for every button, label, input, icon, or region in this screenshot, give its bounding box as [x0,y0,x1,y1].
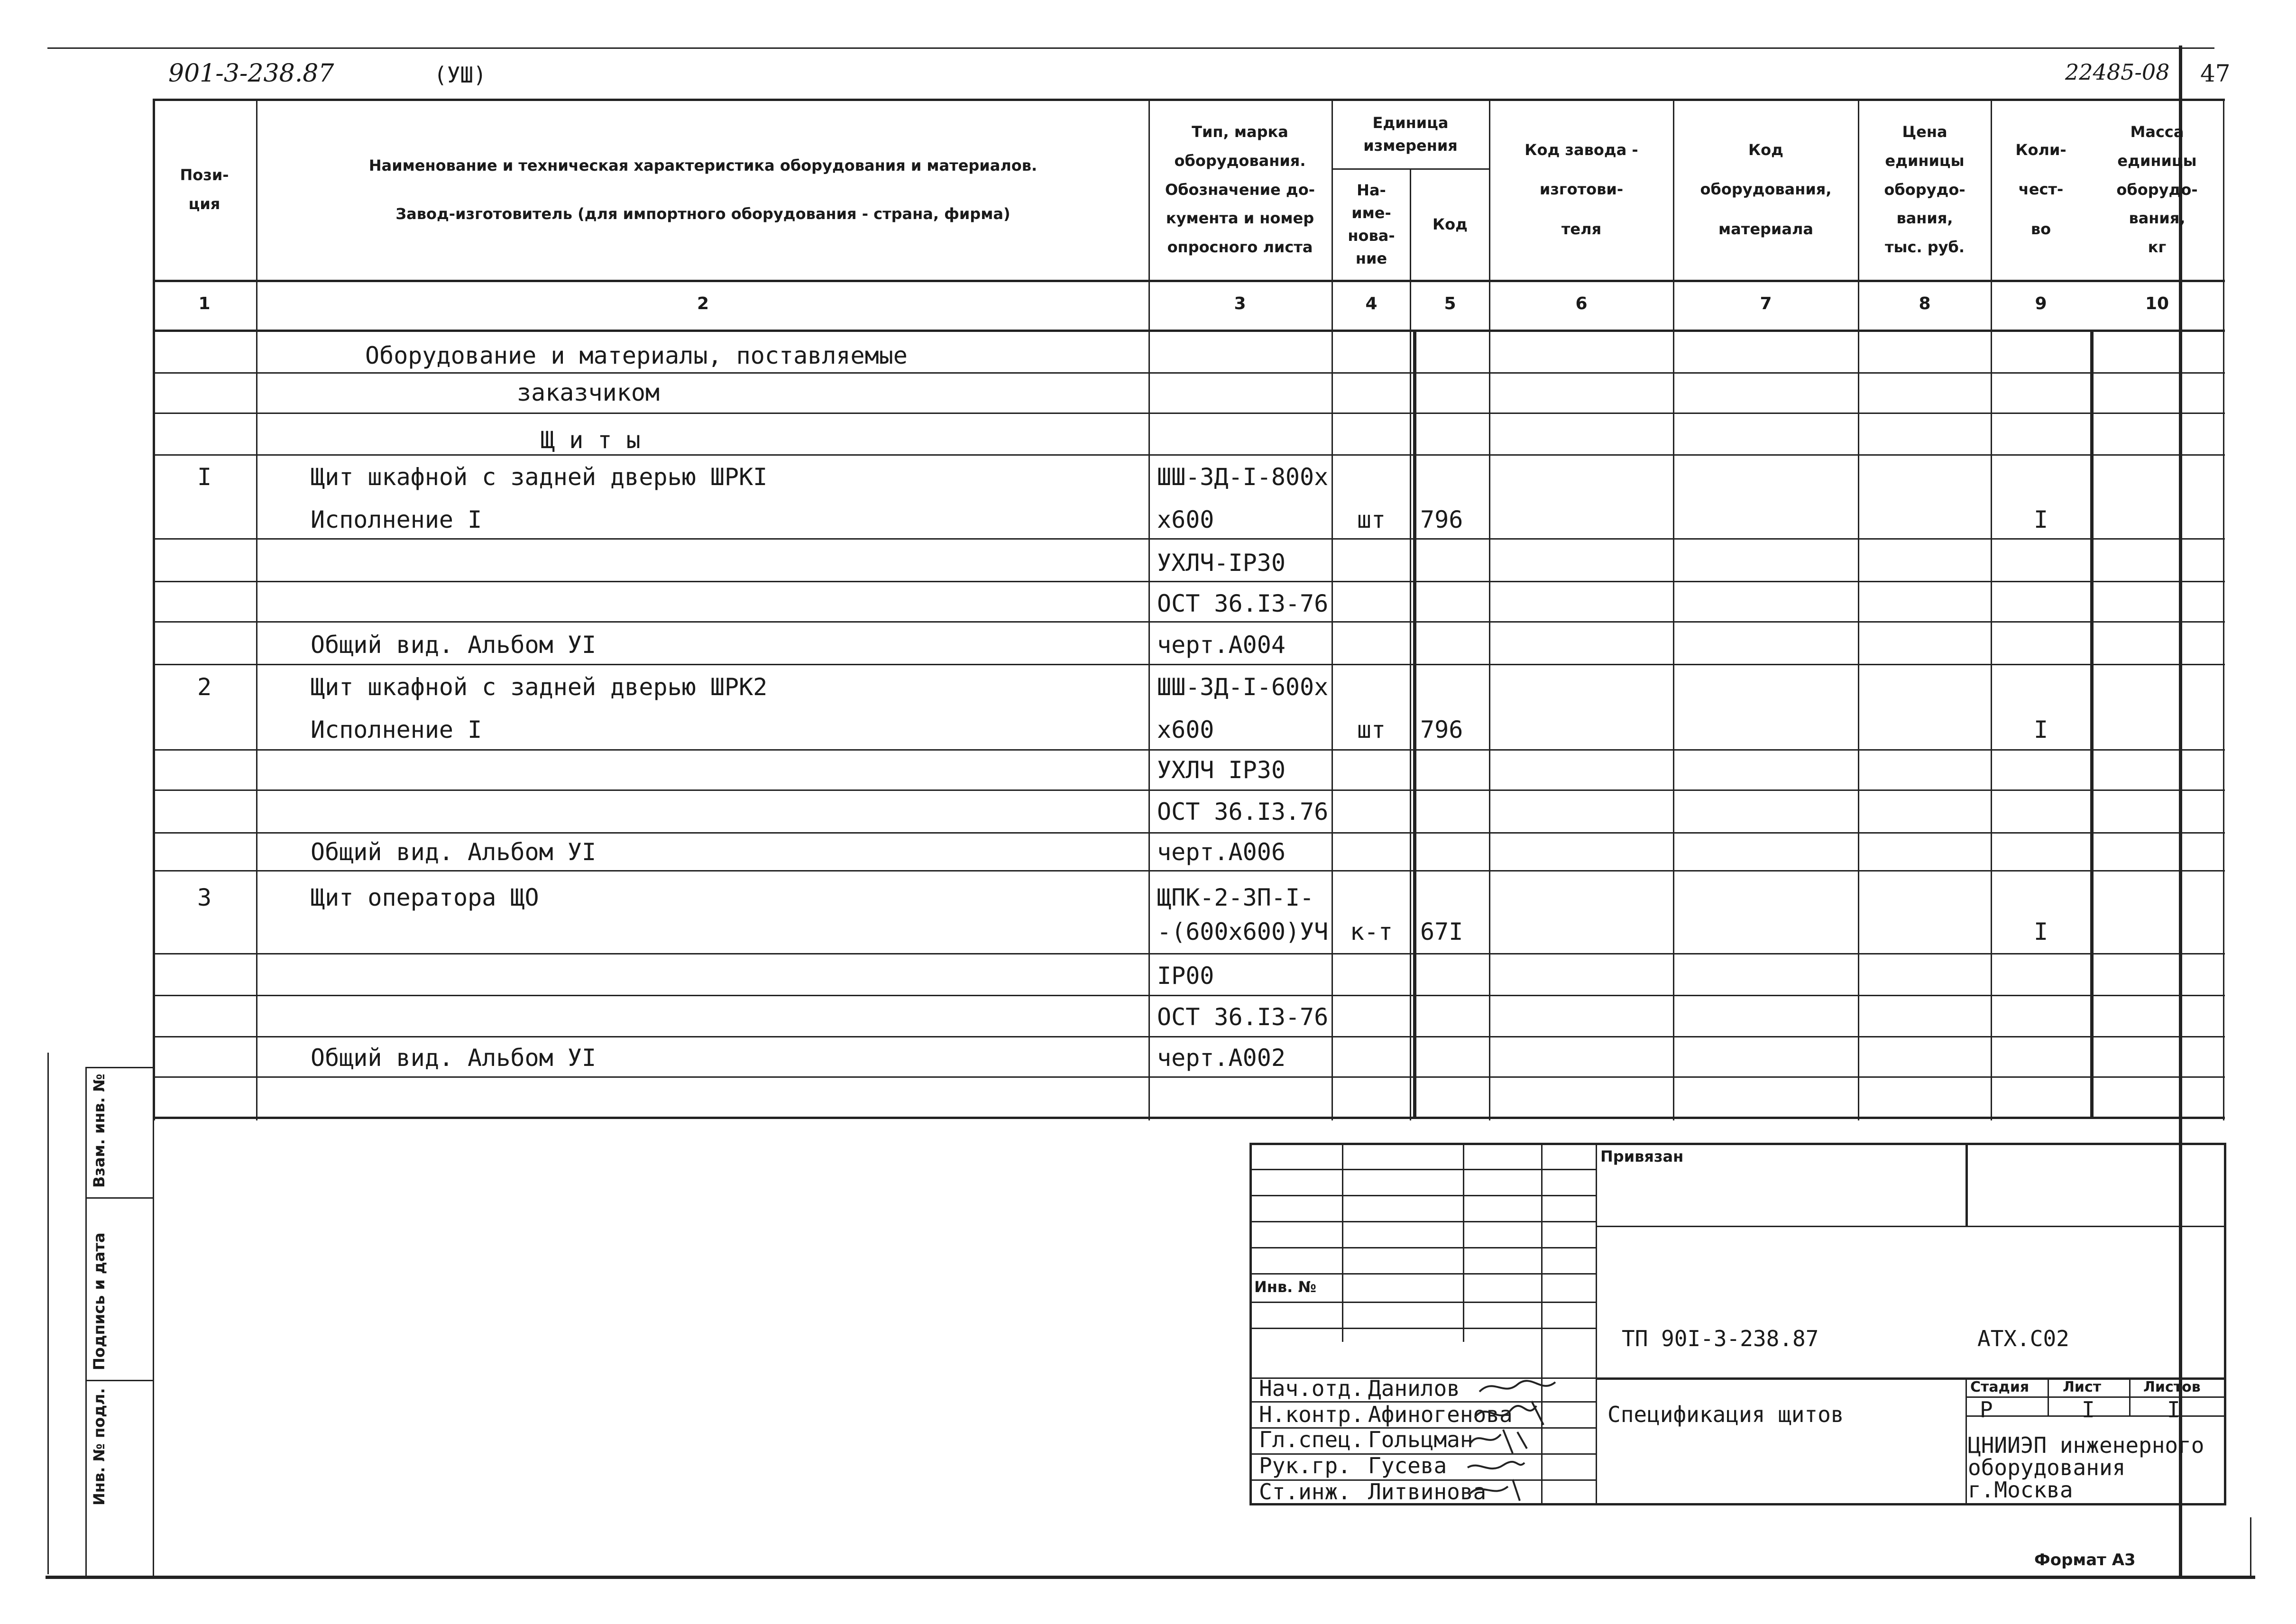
organization-line1: ЦНИИЭП инженерного [1968,1432,2204,1458]
signer-role: Нач.отд. [1259,1376,1364,1401]
signature-afinogenova [1475,1401,1543,1425]
row-name: Щит шкафной с задней дверью ШРК2 [311,673,768,701]
organization-line3: г.Москва [1968,1477,2073,1503]
signer-name: Данилов [1368,1376,1460,1401]
signer-role: Рук.гр. [1259,1453,1351,1478]
col-number: 9 [2035,294,2047,313]
stage-value: Р [1980,1397,1993,1422]
signature-danilov [1479,1381,1555,1392]
row-type: ОСТ 36.I3.76 [1157,798,1329,826]
signature-scribbles [1460,1373,1603,1505]
row-position: 3 [197,884,212,911]
privyazan-label: Привязан [1600,1147,1684,1165]
section-title: Оборудование и материалы, поставляемые [365,342,908,369]
row-type: ОСТ 36.I3-76 [1157,590,1329,617]
row-unit: шт [1357,506,1386,533]
stamp-inv-podl: Инв. № подл. [90,1388,108,1505]
signer-name: Гольцман [1368,1427,1473,1452]
row-type: черт.А004 [1157,631,1286,659]
col-number: 3 [1234,294,1246,313]
sheet-number: 47 [2200,60,2231,87]
inventory-number: 22485-08 [2065,59,2170,85]
row-name: Общий вид. Альбом УI [311,631,597,659]
header-unit-code: Код [1433,215,1468,233]
header-position: Пози- ция [180,166,229,213]
signature-litvinova [1470,1479,1520,1501]
header-unit-name: На- име- нова- ние [1348,181,1395,267]
header-type: Тип, марка оборудования. Обозначение до- кумента и номер опросного листа [1165,123,1315,257]
col-number: 7 [1760,294,1772,313]
header-equipment-code: Код оборудования, материала [1700,141,1832,238]
row-name: Исполнение I [311,506,482,533]
row-quantity: I [2033,918,2048,945]
col-number: 10 [2145,294,2169,313]
document-designation: ТП 90I-3-238.87 [1622,1326,1819,1351]
row-type: ОСТ 36.I3-76 [1157,1003,1329,1031]
signature-golcman [1470,1430,1527,1453]
header-unit-mass: Масса единицы оборудо- вания, кг [2116,123,2198,257]
row-unit: к-т [1350,918,1393,945]
signer-role: Ст.инж. [1259,1479,1351,1505]
row-type: ЩПК-2-3П-I- [1157,884,1314,911]
signer-role: Гл.спец. [1259,1427,1364,1452]
signer-role: Н.контр. [1259,1402,1364,1427]
col-number: 8 [1919,294,1931,313]
signer-name: Литвинова [1368,1479,1487,1505]
stage-label: Стадия [1970,1379,2030,1395]
stamp-vzam-inv: Взам. инв. № [90,1073,108,1188]
header-name: Наименование и техническая характеристика оборудования и материалов. Завод-изготовитель (для импортного оборудования - страна, фирма) [368,156,1038,223]
col-number: 1 [198,294,211,313]
signer-name: Гусева [1368,1453,1447,1478]
row-unit-code: 67I [1420,918,1463,945]
row-type: черт.А002 [1157,1044,1286,1072]
inv-no-label: Инв. № [1254,1278,1316,1296]
album-number: (УШ) [434,62,487,88]
signer-name: Афиногенова [1368,1402,1513,1427]
sheets-value: I [2167,1397,2180,1422]
row-unit: шт [1357,716,1386,743]
row-type: -(600х600)УЧ [1157,918,1329,945]
row-name: Щит шкафной с задней дверью ШРКI [311,463,768,491]
row-name: Исполнение I [311,716,482,743]
row-name: Щит оператора ЩО [311,884,539,911]
signature-guseva [1468,1462,1525,1468]
row-type: ШШ-3Д-I-800х [1157,463,1329,491]
document-title: Спецификация щитов [1607,1402,1844,1427]
col-number: 6 [1575,294,1588,313]
section-subtitle: Щ и т ы [541,426,641,454]
row-unit-code: 796 [1420,506,1463,533]
col-number: 2 [697,294,709,313]
row-quantity: I [2033,716,2048,743]
row-type: черт.А006 [1157,838,1286,866]
col-number: 4 [1365,294,1378,313]
section-title-cont: заказчиком [517,379,660,406]
row-type: ШШ-3Д-I-600х [1157,673,1329,701]
sheet-label: Лист [2063,1379,2102,1395]
row-unit-code: 796 [1420,716,1463,743]
header-unit-group: Единица измерения [1363,113,1458,155]
row-name: Общий вид. Альбом УI [311,1044,597,1072]
document-number: 901-3-238.87 [168,59,334,88]
row-type: х600 [1157,716,1214,743]
sheet-value: I [2082,1397,2095,1422]
format-label: Формат А3 [2034,1551,2136,1569]
organization-line2: оборудования [1968,1455,2126,1480]
row-name: Общий вид. Альбом УI [311,838,597,866]
row-type: УХЛЧ-IР30 [1157,549,1286,577]
row-type: х600 [1157,506,1214,533]
row-position: 2 [197,673,212,701]
stamp-podpis-data: Подпись и дата [90,1232,108,1370]
document-code: АТХ.С02 [1977,1326,2069,1351]
row-position: I [197,463,212,491]
row-quantity: I [2033,506,2048,533]
row-type: IР00 [1157,962,1214,990]
sheets-label: Листов [2143,1379,2201,1395]
header-manufacturer-code: Код завода - изготови- теля [1525,141,1638,238]
header-quantity: Коли- чест- во [2015,141,2066,238]
row-type: УХЛЧ IР30 [1157,756,1286,784]
header-unit-price: Цена единицы оборудо- вания, тыс. руб. [1884,123,1965,257]
col-number: 5 [1444,294,1456,313]
